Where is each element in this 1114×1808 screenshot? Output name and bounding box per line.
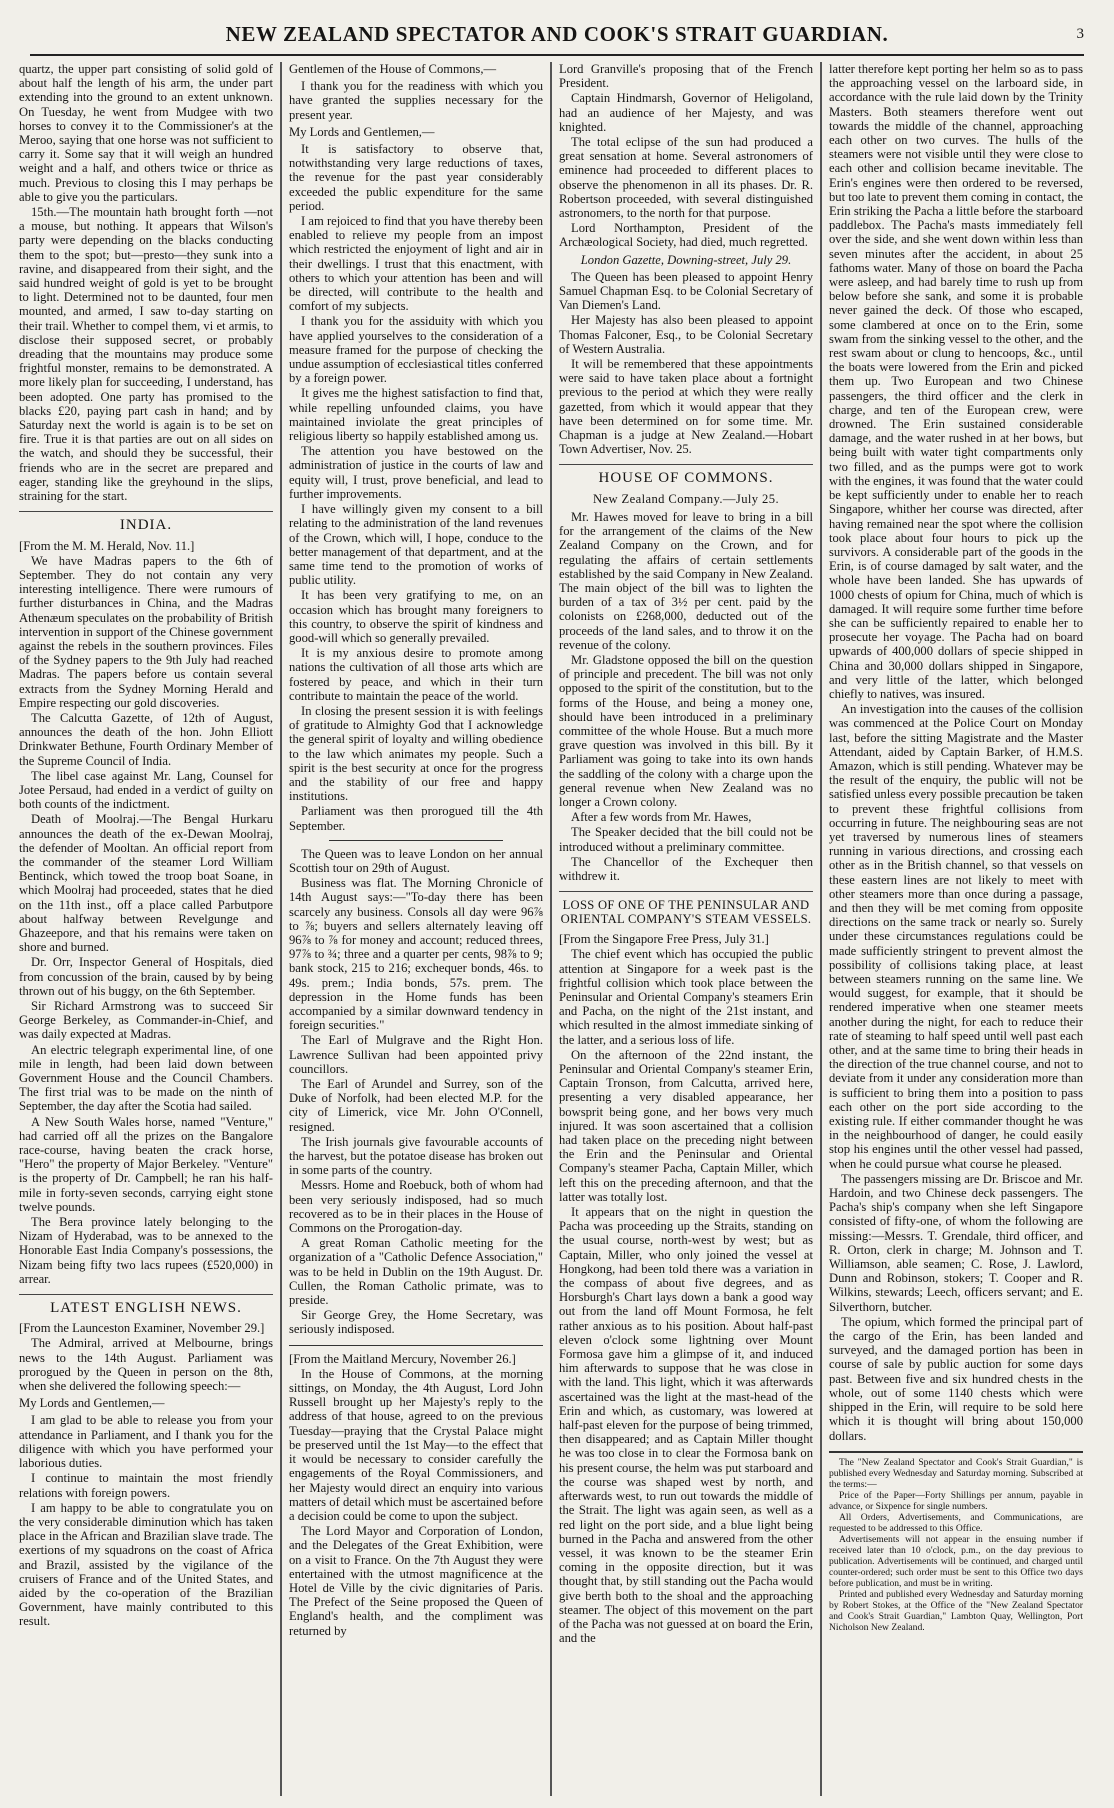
article-paragraph: It appears that on the night in question the Pacha was proceeding up the Straits, standing on the usual course, north-west by west; but as Captain, Miller, who only joined the vessel at Hongkong, had been told there was a variation in the compass of about five degrees, and as Horsburgh's Chart lays down a bank a good way out from the land off Mount Formosa, he felt rather anxious as to his position. About half-past eleven o'clock some lightning over Mount Formosa gave him a glimpse of it, and induced him afterwards to suppose that he was close in with the land. This light, which it was afterwards ascertained was the light at the mast-head of the Erin and which, as customary, was lowered at half-past eleven for the purpose of being trimmed, then disappeared; and as Captain Miller thought he was too close in to clear the Formosa bank on his present course, the helm was put starboard and the course was shaped west by north, and afterwards west, to run out towards the middle of the Strait. The light was again seen, as well as a red light on the port side, and a blue light being burned in the Pacha and answered from the other vessel, it was known to be the steamer Erin coming in the opposite direction, but it was thought that, by still standing out the Pacha would give berth both to the shoal and the approaching steamer. The object of this movement on the part of the Pacha was not guessed at on board the Erin, and the xyxy=(559,1205,813,1646)
article-paragraph: An investigation into the causes of the collision was commenced at the Police Court on Monday last, before the sitting Magistrate and the Master Attendant, aided by Captain Barker, of H.M.S. Amazon, which is still pending. Whatever may be the result of the enquiry, the public will not be satisfied unless every possible precaution be taken to prevent these frightful collisions from occurring in future. The neighbouring seas are not yet traversed by numerous lines of steamers running in various directions, and crossing each other as in the British channel, so that vessels on these eastern lines are not likely to meet with other steamers more than once during a passage, and then they will be met coming from opposite directions on the same track or nearly so. Surely under these circumstances regulations could be made sufficiently stringent to prevent almost the possibility of collisions taking place, at least between steamers running on the same line. We would suggest, for example, that it should be rendered imperative when one steamer meets another during the night, for each to reduce their rate of steaming to half speed until well past each other, and at the same time to bring their heads in the direction of the true channel course, and not to deviate from it under any consideration more than is sufficient to bring them into a position to pass each other on the port side according to the existing rule. If either commander thought he was in the neighbourhood of danger, he could easily stop his engines until the other vessel had passed, when he could pursue what course he pleased. xyxy=(829,702,1083,1171)
article-paragraph: Death of Moolraj.—The Bengal Hurkaru announces the death of the ex-Dewan Moolraj, the defender of Mooltan. An official report from the commander of the steamer Lord William Bentinck, which towed the troop boat Soane, in which Moolraj had proceeded, states that he died on the 11th inst., off a place called Parbutpore about halfway between Revelgunge and Ghazeepore, and that his remains were taken on shore and burned. xyxy=(19,812,273,955)
article-paragraph: 15th.—The mountain hath brought forth —not a mouse, but nothing. It appears that Wilson's party were depending on the blacks conducting them to the spot; but—presto—they sunk into a ravine, and disappeared from their sight, and the said hundred weight of gold is yet to be brought to light. Determined not to be daunted, four men mounted, and armed, I saw to-day starting on their trail. Whether to compel them, vi et armis, to disclose their supposed secret, or probably dreading that the mountains may produce some frightful monster, remains to be demonstrated. A more likely plan for succeeding, I understand, has been adopted. One party has promised to the blacks £20, paying part cash in hand; and by Saturday next the world is again is to be set on fire. True it is that parties are out on all sides on the watch, and should they be successful, their friends who are in the secret are prepared and eager, standing like the greyhound in the slips, straining for the start. xyxy=(19,205,273,504)
article-paragraph: The Bera province lately belonging to the Nizam of Hyderabad, was to be annexed to the Honorable East India Company's possessions, the Nizam being fifty two lacs rupees (£520,000) in arrear. xyxy=(19,1215,273,1286)
source-line: [From the Maitland Mercury, November 26.] xyxy=(289,1351,516,1366)
article-paragraph: In the House of Commons, at the morning sittings, on Monday, the 4th August, Lord John Russell brought up her Majesty's reply to the address of that house, agreed to on the previous Tuesday—praying that the Crystal Palace might be preserved until the 1st May—to the effect that it would be necessary to consider carefully the engagements of the Royal Commissioners, and her Majesty would direct an enquiry into various matters of detail which must be ascertained before a decision could be come to upon the subject. xyxy=(289,1366,543,1523)
article-paragraph: The Queen has been pleased to appoint Henry Samuel Chapman Esq. to be Colonial Secretary of Van Diemen's Land. xyxy=(559,269,813,313)
article-paragraph: The attention you have bestowed on the administration of justice in the courts of law and equity will, I trust, prove beneficial, and lead to further improvements. xyxy=(289,444,543,501)
article-paragraph: The Earl of Arundel and Surrey, son of the Duke of Norfolk, had been elected M.P. for the city of Limerick, vice Mr. John O'Connell, resigned. xyxy=(289,1077,543,1134)
article-paragraph: I am glad to be able to release you from your attendance in Parliament, and I thank you for the diligence with which you have performed your laborious duties. xyxy=(19,1413,273,1471)
column-1 xyxy=(14,62,278,1796)
article-paragraph: We have Madras papers to the 6th of September. They do not contain any very interesting intelligence. There were rumours of further disturbances in China, and the Madras Athenæum speculates on the probability of British intervention in support of the Chinese government against the rebels in the southern provinces. Files of the Sydney papers to the 9th July had reached Madras. The papers before us contain several extracts from the Sydney Morning Herald and Empire respecting our gold discoveries. xyxy=(19,553,273,710)
article-paragraph: Sir Richard Armstrong was to succeed Sir George Berkeley, as Commander-in-Chief, and was daily expected at Madras. xyxy=(19,999,273,1042)
article-paragraph: It has been very gratifying to me, on an occasion which has brought many foreigners to this country, to observe the spirit of kindness and good-will which so generally prevailed. xyxy=(289,588,543,645)
column-3 xyxy=(554,62,818,1796)
section-heading-india: INDIA. xyxy=(19,511,273,532)
column-2 xyxy=(284,62,548,1796)
imprint-line: Advertisements will not appear in the ensuing number if received later than 10 o'clock, p.m., on the day previous to publication. Advertisements will be continued, and charged until counter-ordered; such order must be sent to this Office two days before publication, and must be in writing. xyxy=(829,1533,1083,1589)
article-paragraph: The libel case against Mr. Lang, Counsel for Jotee Persaud, had ended in a verdict of guilty on both counts of the indictment. xyxy=(19,768,273,812)
column-4 xyxy=(824,62,1088,1796)
source-line: [From the M. M. Herald, Nov. 11.] xyxy=(19,538,195,553)
newspaper-title: NEW ZEALAND SPECTATOR AND COOK'S STRAIT GUARDIAN. xyxy=(225,22,889,46)
article-paragraph: The Speaker decided that the bill could not be introduced without a preliminary committee. xyxy=(559,825,813,854)
article-paragraph: Lord Granville's proposing that of the French President. xyxy=(559,62,813,91)
article-paragraph: It will be remembered that these appointments were said to have taken place about a fortnight previous to the period at which they were really gazetted, from which it would appear that they have been determined on for some time. Mr. Chapman is a judge at New Zealand.—Hobart Town Advertiser, Nov. 25. xyxy=(559,357,813,457)
publisher-imprint xyxy=(829,1451,1083,1633)
divider xyxy=(329,840,503,841)
article-paragraph: Sir George Grey, the Home Secretary, was seriously indisposed. xyxy=(289,1308,543,1337)
article-paragraph: Messrs. Home and Roebuck, both of whom had been very seriously indisposed, had so much recovered as to be in their places in the House of Commons on the Prorogation-day. xyxy=(289,1178,543,1236)
article-paragraph: I have willingly given my consent to a bill relating to the administration of the land revenues of the Crown, which will, I hope, conduce to the better management of that department, and at the same time tend to the promotion of works of public utility. xyxy=(289,502,543,588)
article-paragraph: I am happy to be able to congratulate you on the very considerable diminution which has taken place in the African and Brazilian slave trade. The exertions of my squadrons on the coast of Africa and Brazil, assisted by the vigilance of the cruisers of France and of the United States, and aided by the co-operation of the Brazilian Government, have mainly contributed to this result. xyxy=(19,1500,273,1629)
article-paragraph: After a few words from Mr. Hawes, xyxy=(571,810,752,825)
divider xyxy=(289,1345,543,1346)
article-paragraph: It is satisfactory to observe that, notwithstanding very large reductions of taxes, the revenue for the past year considerably exceeded the public expenditure for the same period. xyxy=(289,142,543,213)
article-paragraph: Parliament was then prorogued till the 4th September. xyxy=(289,804,543,833)
article-paragraph: I continue to maintain the most friendly relations with foreign powers. xyxy=(19,1471,273,1500)
section-subheading: New Zealand Company.—July 25. xyxy=(592,491,779,506)
column-rule xyxy=(280,62,282,1796)
source-line: [From the Launceston Examiner, November 29.] xyxy=(19,1321,265,1336)
article-paragraph: On the afternoon of the 22nd instant, the Peninsular and Oriental Company's steamer Erin, Captain Tronson, from Calcutta, arrived here, presenting a very disabled appearance, her bowsprit being gone, and her bows very much injured. It was soon ascertained that a collision had taken place on the preceding night between the Erin and the Peninsular and Oriental Company's steamer Pacha, Captain Miller, which left this on the preceding afternoon, and that the latter was totally lost. xyxy=(559,1047,813,1204)
imprint-line: Printed and published every Wednesday and Saturday morning by Robert Stokes, at the Office of the "New Zealand Spectator and Cook's Strait Guardian," Lambton Quay, Wellington, Port Nicholson New Zealand. xyxy=(829,1588,1083,1633)
article-paragraph: The opium, which formed the principal part of the cargo of the Erin, has been landed and surveyed, and the damaged portion has been in course of sale by public auction for some days past. Between five and six hundred chests in the whole, out of some 1140 chests which were shipped in the Erin, will require to be sold here which it is thought will bring about 150,000 dollars. xyxy=(829,1314,1083,1443)
article-paragraph: The passengers missing are Dr. Briscoe and Mr. Hardoin, and two Chinese deck passengers. The Pacha's ship's company when she left Singapore consisted of fifty-one, of whom the following are missing:—Messrs. T. Grendale, third officer, and R. Orton, clerk in charge; M. Johnson and T. Williamson, able seamen; C. Rose, J. Lawlord, Dunn and Robinson, stokers; T. Cooper and R. Wilkins, stewards; Leech, officers servant; and E. Silverthorn, butcher. xyxy=(829,1171,1083,1314)
article-paragraph: I thank you for the readiness with which you have granted the supplies necessary for the present year. xyxy=(289,79,543,122)
imprint-line: All Orders, Advertisements, and Communications, are requested to be addressed to this Office. xyxy=(829,1511,1083,1534)
imprint-line: Price of the Paper—Forty Shillings per annum, payable in advance, or Sixpence for single numbers. xyxy=(829,1489,1083,1512)
article-paragraph: The Lord Mayor and Corporation of London, and the Delegates of the Great Exhibition, were on a visit to France. On the 7th August they were entertained with the utmost magnificence at the Hotel de Ville by the civic dignitaries of Paris. The Prefect of the Seine proposed the Queen of England's health, and the compliment was returned by xyxy=(289,1524,543,1638)
article-paragraph: Lord Northampton, President of the Archæological Society, had died, much regretted. xyxy=(559,221,813,250)
article-paragraph: The Chancellor of the Exchequer then withdrew it. xyxy=(559,854,813,883)
article-paragraph: The chief event which has occupied the public attention at Singapore for a week past is the frightful collision which took place between the Peninsular and Oriental Company's steamers Erin and Pacha, on the night of the 21st instant, and which resulted in the almost immediate sinking of the latter, and a serious loss of life. xyxy=(559,947,813,1047)
article-paragraph: A great Roman Catholic meeting for the organization of a "Catholic Defence Association," was to be held in Dublin on the 19th August. Dr. Cullen, the Roman Catholic primate, was to preside. xyxy=(289,1236,543,1308)
dateline: London Gazette, Downing-street, July 29. xyxy=(580,252,792,267)
article-paragraph: I thank you for the assiduity with which you have applied yourselves to the consideration of a measure framed for the purpose of checking the undue assumption of ecclesiastical titles conferred by a foreign power. xyxy=(289,314,543,386)
article-paragraph: Dr. Orr, Inspector General of Hospitals, died from concussion of the brain, caused by by being thrown out of his buggy, on the 6th September. xyxy=(19,955,273,998)
article-paragraph: It gives me the highest satisfaction to find that, while repelling unfounded claims, you have maintained inviolate the great principles of religious liberty so happily established among us. xyxy=(289,386,543,444)
article-paragraph: The Earl of Mulgrave and the Right Hon. Lawrence Sullivan had been appointed privy councillors. xyxy=(289,1033,543,1076)
masthead xyxy=(30,14,1084,56)
salutation: My Lords and Gentlemen,— xyxy=(19,1396,165,1411)
article-paragraph: Mr. Gladstone opposed the bill on the question of principle and precedent. The bill was not only opposed to the spirit of the constitution, but to the forms of the House, and being a money one, should have been introduced in a preliminary committee of the whole House. But a much more grave question was involved in this bill. By it Parliament was going to take into its own hands the saddling of the colony with a charge upon the general revenue when New Zealand was no longer a Crown colony. xyxy=(559,652,813,809)
article-paragraph: The Queen was to leave London on her annual Scottish tour on 29th of August. xyxy=(289,846,543,875)
section-heading-house-of-commons: HOUSE OF COMMONS. xyxy=(559,464,813,485)
source-line: [From the Singapore Free Press, July 31.] xyxy=(559,932,769,947)
article-paragraph: A New South Wales horse, named "Venture," had carried off all the prizes on the Bangalore race-course, having beaten the crack horse, "Hero" the property of Major Berkeley. "Venture" is the property of Dr. Campbell; he ran his half-mile in forty-seven seconds, carrying eight stone twelve pounds. xyxy=(19,1114,273,1214)
article-paragraph: The Irish journals give favourable accounts of the harvest, but the potatoe disease has broken out in some parts of the country. xyxy=(289,1134,543,1178)
article-paragraph: latter therefore kept porting her helm so as to pass the approaching vessel on the larboard side, in accordance with the rule laid down by the Trinity Masters. Both steamers therefore went out towards the middle of the channel, approaching each other on two curves. The hulls of the steamers were not visible until they were close to each other and collision became inevitable. The Erin's engines were then ordered to be reversed, but too late to prevent them coming in contact, the Erin striking the Pacha a little before the starboard paddlebox. The Pacha's masts immediately fell over the side, and she went down within less than seven minutes after the accident, in about 25 fathoms water. Many of those on board the Pacha were asleep, and had barely time to rush up from below before she sank, and some it is probable never gained the deck. Of those who escaped, some clambered at once on to the Erin, some swam from the sinking vessel to the other, and the rest swam about or clung to hencoops, &c., until the boats were lowered from the Erin and picked them up. Two European and two Chinese passengers, the third officer and the clerk in charge, and ten of the European crew, were drowned. The Erin sustained considerable damage, and the water rushed in at her bows, but being built with water tight compartments only two filled, and as the pumps were got to work with the engines, it was found that the water could be kept sufficiently under to enable her to reach Singapore, whither her course was directed, after having remained near the spot where the collision took place about four hours to pick up the survivors. A considerable part of the goods in the Erin, is of course damaged by salt water, and the whole have been landed. She has upwards of 1000 chests of opium for China, much of which is damaged. It will require some further time before she can be sufficiently repaired to enable her to prosecute her voyage. The Pacha had on board upwards of 400,000 dollars of specie shipped in China and 30,000 dollars shipped in Singapore, and very little of the latter, which belonged chiefly to natives, was insured. xyxy=(829,62,1083,701)
columns xyxy=(14,62,1100,1796)
column-rule xyxy=(820,62,822,1796)
article-paragraph: Business was flat. The Morning Chronicle of 14th August says:—"To-day there has been scarcely any business. Consols all day were 96⅞ to ⅞; buyers and sellers alternately leaving off 96⅞ to ⅞ for money and account; reduced threes, 97⅞ to ¾; three and a quarter per cents, 98⅞ to 9; bank stock, 215 to 216; exchequer bonds, 46s. to 49s. prem.; India bonds, 57s. prem. The depression in the Home funds has been accompanied by a similar downward tendency in foreign securities." xyxy=(289,876,543,1033)
article-paragraph: The Calcutta Gazette, of 12th of August, announces the death of the hon. John Elliott Drinkwater Bethune, Fourth Ordinary Member of the Supreme Council of India. xyxy=(19,710,273,768)
salutation: Gentlemen of the House of Commons,— xyxy=(289,62,497,76)
article-paragraph: I am rejoiced to find that you have thereby been enabled to relieve my people from an impost which restricted the enjoyment of light and air in their dwellings. I trust that this enactment, with others to which your attention has been and will be directed, will contribute to the health and comfort of my subjects. xyxy=(289,214,543,314)
article-paragraph: The Admiral, arrived at Melbourne, brings news to the 14th August. Parliament was prorogued by the Queen in person on the 8th, when she delivered the following speech:— xyxy=(19,1336,273,1394)
article-paragraph: An electric telegraph experimental line, of one mile in length, had been laid down between Government House and the Council Chambers. The first trial was to be made on the ninth of September, the day after the Scotia had sailed. xyxy=(19,1042,273,1114)
article-paragraph: In closing the present session it is with feelings of gratitude to Almighty God that I acknowledge the general spirit of loyalty and willing obedience to the law which animates my people. Such a spirit is the best security at once for the progress and the stability of our free and happy institutions. xyxy=(289,703,543,804)
article-paragraph: quartz, the upper part consisting of solid gold of about half the length of his arm, the under part extending into the ground to an extent unknown. On Tuesday, he went from Mudgee with two horses to convey it to the Commissioner's at the Meroo, saying that one horse was not sufficient to carry it. Some say that it will weigh an hundred weight and a half, and others twice or thrice as much. Previous to closing this I may perhaps be able to give you the particulars. xyxy=(19,62,273,204)
column-rule xyxy=(550,62,552,1796)
article-paragraph: Her Majesty has also been pleased to appoint Thomas Falconer, Esq., to be Colonial Secretary of Western Australia. xyxy=(559,313,813,356)
article-paragraph: Captain Hindmarsh, Governor of Heligoland, had an audience of her Majesty, and was knighted. xyxy=(559,91,813,134)
article-paragraph: It is my anxious desire to promote among nations the cultivation of all those arts which are fostered by peace, and which in their turn contribute to maintain the peace of the world. xyxy=(289,646,543,703)
article-paragraph: Mr. Hawes moved for leave to bring in a bill for the arrangement of the claims of the New Zealand Company on the Crown, and for regulating the affairs of certain settlements established by the said Company in New Zealand. The main object of the bill was to lighten the burden of a tax of 3½ per cent. paid by the colonists on £268,000, deducted out of the proceeds of the land sales, and to throw it on the revenue of the colony. xyxy=(559,509,813,652)
section-heading-loss-of-steamer: LOSS OF ONE OF THE PENINSULAR AND ORIENTAL COMPANY'S STEAM VESSELS. xyxy=(559,891,813,926)
salutation: My Lords and Gentlemen,— xyxy=(289,124,435,139)
section-heading-latest-news: LATEST ENGLISH NEWS. xyxy=(19,1294,273,1315)
article-paragraph: The total eclipse of the sun had produced a great sensation at home. Several astronomers of eminence had proceeded to different places to observe the phenomenon in all its phases. Dr. R. Robertson proceeded, with several distinguished astronomers, to the north for that purpose. xyxy=(559,135,813,221)
page-number: 3 xyxy=(1076,26,1084,42)
imprint-line: The "New Zealand Spectator and Cook's Strait Guardian," is published every Wednesday and Saturday morning. Subscribed at the terms:— xyxy=(829,1456,1083,1490)
